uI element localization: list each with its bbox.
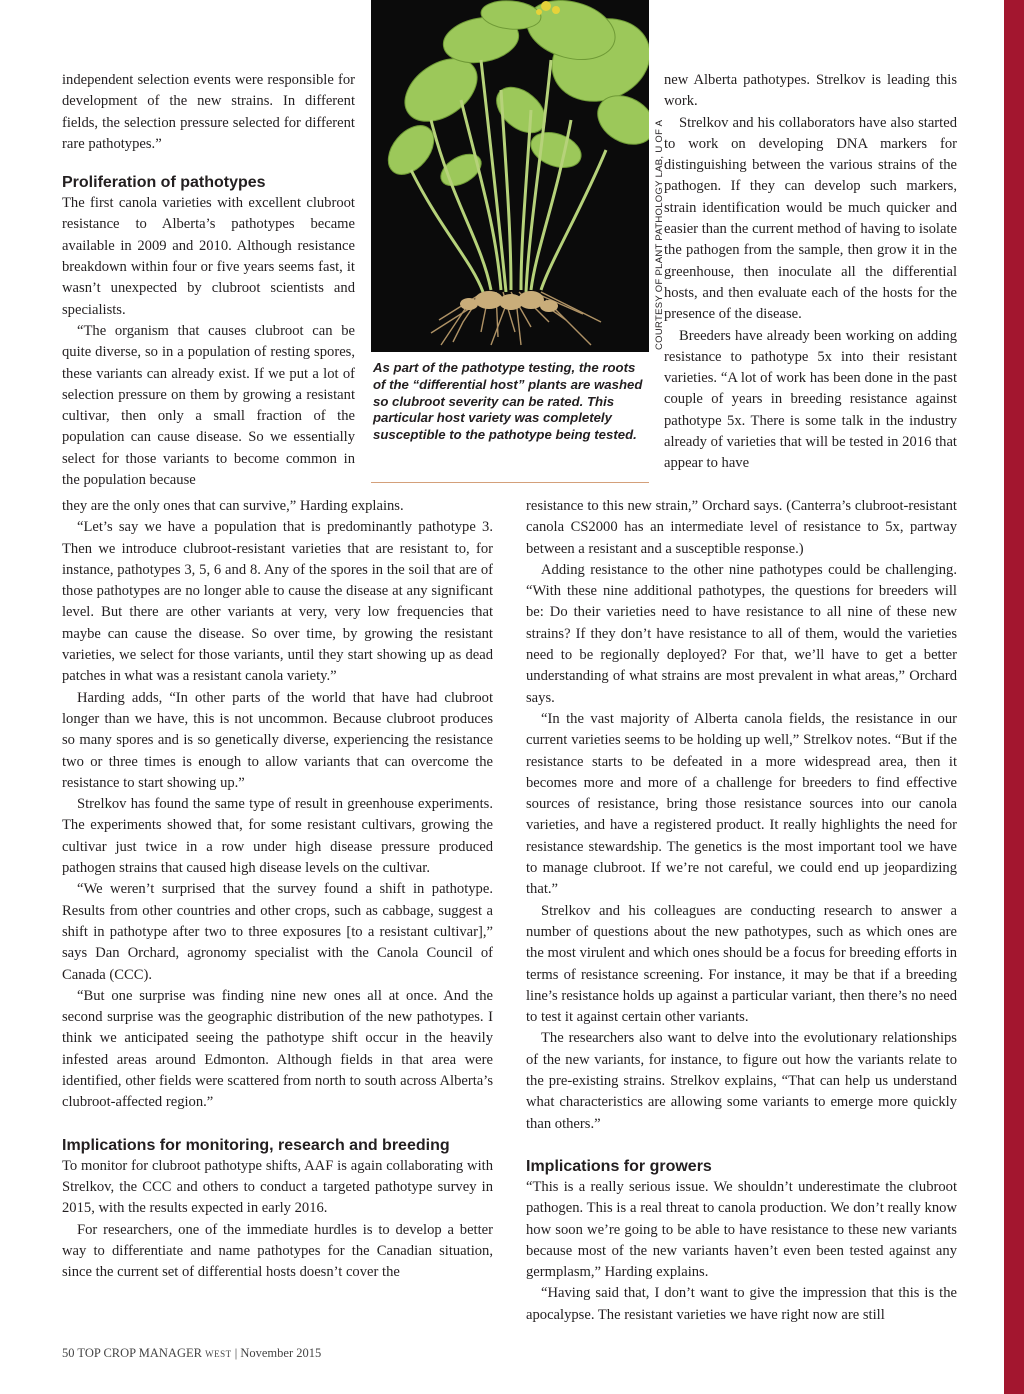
footer-separator: | <box>234 1346 238 1360</box>
paragraph: To monitor for clubroot pathotype shifts, AAF is again collaborating with Strelkov, the CCC and others to conduct a targeted pathotype survey in 2015, with the results expected in early 2016. <box>62 1157 493 1217</box>
photo-credit: COURTESY OF PLANT PATHOLOGY LAB, U OF A <box>654 119 665 350</box>
heading-proliferation: Proliferation of pathotypes <box>62 174 266 192</box>
paragraph: “We weren’t surprised that the survey found a shift in pathotype. Results from other countries and other crops, such as cabbage, suggest a shift in pathotype after two to three exposures [to a resistant cultivar],” says Dan Orchard, agronomy specialist with the Canola Council of Canada (CCC). <box>62 881 493 983</box>
heading-monitoring: Implications for monitoring, research and breeding <box>62 1136 450 1154</box>
paragraph: Adding resistance to the other nine pathotypes could be challenging. “With these nine additional pathotypes, the questions for breeders will be: Do their varieties need to have resistance to all nine of these new strains? If they don’t have resistance to all of them, would the varieties need to be regionally deployed? For that, we’ll have to get a better understanding of what strains are most prevalent in what areas,” Orchard says. <box>526 561 957 706</box>
paragraph: “The organism that causes clubroot can be quite diverse, so in a population of resting spores, these variants can already exist. If we put a lot of selection pressure on them by growing a resistant cultivar, then only a small fraction of the population can cause disease. So we essentially select for those variants to become common in the population because <box>62 322 355 489</box>
caption-divider <box>371 482 649 483</box>
paragraph: “But one surprise was finding nine new ones all at once. And the second surprise was the geographic distribution of the new pathotypes. I think we anticipated seeing the pathotype shift occur in the heavily infested areas around Edmonton. Although fields in that area were identified, other fields were scattered from north to south across Alberta’s clubroot-affected region.” <box>62 987 493 1111</box>
paragraph: Breeders have already been working on adding resistance to pathotype 5x into their resistant varieties. “A lot of work has been done in the past couple of years in breeding resistance against pathotype 5x. There is some talk in the industry already of varieties that will be tested in 2016 that appear to have <box>664 327 957 472</box>
paragraph: “This is a really serious issue. We shouldn’t underestimate the clubroot pathogen. This is a real threat to canola production. We don’t really know how soon we’re going to be able to have resistance to these new variants because most of the new variants haven’t even been tested against any germplasm,” Harding explains. <box>526 1178 957 1281</box>
left-column-top <box>62 70 355 491</box>
magazine-name: TOP CROP MANAGER <box>77 1346 202 1360</box>
paragraph: Strelkov and his collaborators have also started to work on developing DNA markers for distinguishing between the various strains of the pathogen. If they can develop such markers, strain identification would be much quicker and easier than the current method of having to isolate the pathogen from the sample, then grow it in the greenhouse, then inoculate all the differential hosts, and then evaluate each of the hosts for the presence of the disease. <box>664 114 957 323</box>
paragraph: Strelkov has found the same type of result in greenhouse experiments. The experiments showed that, for some resistant cultivars, growing the cultivar just twice in a row under high disease pressure produced pathogen strains that caused high disease levels on the cultivar. <box>62 796 493 877</box>
clubroot-plant-photo <box>371 0 649 352</box>
paragraph: “Having said that, I don’t want to give the impression that this is the apocalypse. The resistant varieties we have right now are still <box>526 1285 957 1323</box>
paragraph: “Let’s say we have a population that is predominantly pathotype 3. Then we introduce clubroot-resistant varieties that are resistant to, for instance, pathotypes 3, 5, 6 and 8. Any of the spores in the soil that are of those pathotypes are no longer able to cause the disease at any significant level. But there are other variants at very, very low frequencies that maybe can cause the disease. So over time, by growing the resistant varieties, we select for those variants, until they start showing up as dead patches in what was a resistant canola variety.” <box>62 519 493 685</box>
photo-caption: As part of the pathotype testing, the roots of the “differential host” plants are washed so clubroot severity can be rated. This particular host variety was completely susceptible to the pathotype being tested. <box>373 360 643 443</box>
paragraph: independent selection events were responsible for development of the new strains. In different fields, the selection pressure selected for different rare pathotypes.” <box>62 72 355 152</box>
paragraph: Strelkov and his colleagues are conducting research to answer a number of questions about the new pathotypes, such as which ones are the most virulent and which ones should be a focus for breeding efforts in terms of resistance screening. For instance, it may be that if a breeding line’s resistance holds up against a particular variant, then there’s no need to test it against certain other variants. <box>526 902 957 1026</box>
paragraph: Harding adds, “In other parts of the world that have had clubroot longer than we have, this is not uncommon. Because clubroot produces so many spores and is so genetically diverse, experiencing the resistance two or three times is enough to allow variants that can overcome the resistance to start showing up.” <box>62 689 493 791</box>
paragraph: “In the vast majority of Alberta canola fields, the resistance in our current varieties seems to be holding up well,” Strelkov notes. “But if the resistance starts to be defeated in a more widespread area, then it becomes more and more of a challenge for breeders to find effective sources of resistance, bring those resistance sources into our canola varieties, and have a registered product. It really highlights the need for resistance stewardship. The genetics is the most important tool we have to manage clubroot. If we’re not careful, we could end up jeopardizing that.” <box>526 710 957 898</box>
left-column-main <box>62 496 493 1283</box>
paragraph: they are the only ones that can survive,” Harding explains. <box>62 498 404 514</box>
paragraph: resistance to this new strain,” Orchard says. (Canterra’s clubroot-resistant canola CS2000 has an intermediate level of resistance to 5x, partway between a resistant and a susceptible response.) <box>526 498 957 557</box>
page-footer <box>62 1346 321 1361</box>
page-edge-accent-bar <box>1004 0 1024 1394</box>
issue-date: November 2015 <box>240 1346 322 1360</box>
right-column-main <box>526 496 957 1326</box>
paragraph: The first canola varieties with excellent clubroot resistance to Alberta’s pathotypes became available in 2009 and 2010. Although resistance breakdown within four or five years seems fast, it wasn’t unexpected by clubroot scientists and specialists. <box>62 195 355 318</box>
magazine-edition: WEST <box>205 1349 232 1359</box>
paragraph: new Alberta pathotypes. Strelkov is leading this work. <box>664 72 957 110</box>
paragraph: The researchers also want to delve into the evolutionary relationships of the new variants, for instance, to figure out how the variants relate to the pre-existing strains. Strelkov explains, “That can help us understand what characteristics are allowing some variants to emerge more quickly than others.” <box>526 1030 957 1132</box>
right-column-top <box>664 70 957 475</box>
plant-illustration <box>371 0 649 352</box>
page-number: 50 <box>62 1346 75 1360</box>
paragraph: For researchers, one of the immediate hurdles is to develop a better way to differentiate and name pathotypes for the Canadian situation, since the current set of differential hosts doesn’t cover the <box>62 1221 493 1281</box>
heading-growers: Implications for growers <box>526 1157 712 1175</box>
